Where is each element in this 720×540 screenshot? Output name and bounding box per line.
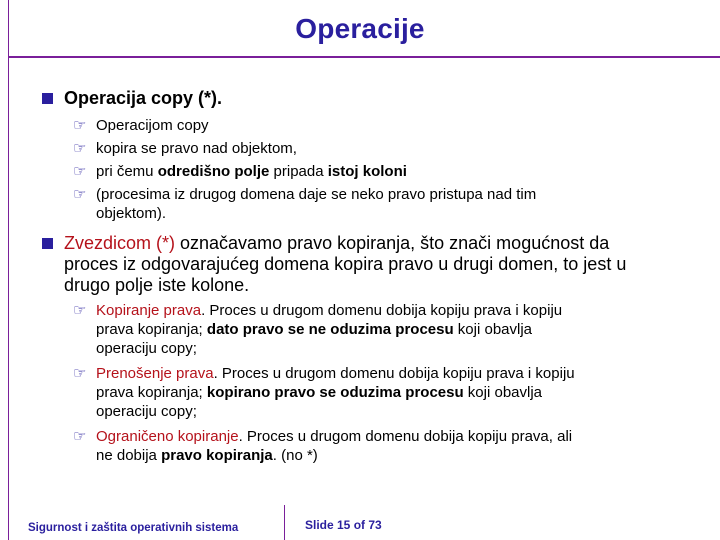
highlight-zvezdicom: Zvezdicom (*) — [64, 233, 176, 253]
pointing-hand-icon: ☞ — [73, 117, 87, 134]
text: pri čemu — [96, 163, 158, 180]
pointing-hand-icon: ☞ — [73, 302, 87, 319]
pointing-hand-icon: ☞ — [73, 163, 87, 180]
prenosenje-line2 — [96, 385, 542, 401]
term: Ograničeno kopiranje — [96, 428, 239, 445]
term: Kopiranje prava — [96, 302, 202, 319]
prenosenje-line3: operaciju copy; — [96, 403, 197, 420]
bullet-operacija-copy: Operacija copy (*). — [64, 88, 223, 108]
subitem-1: Operacijom copy — [96, 117, 209, 134]
pointing-hand-icon: ☞ — [73, 365, 87, 382]
pointing-hand-icon: ☞ — [73, 428, 87, 445]
emphasis: dato pravo se ne oduzima procesu — [206, 321, 454, 338]
text: . Proces u drugom domenu dobija kopiju prava, ali — [238, 428, 573, 445]
pointing-hand-icon: ☞ — [73, 186, 87, 203]
title-underline — [8, 56, 720, 58]
ograniceno-line1 — [96, 429, 572, 445]
square-bullet-icon — [42, 93, 53, 104]
subitem-4-line1: (procesima iz drugog domena daje se neko pravo pristupa nad tim — [96, 186, 537, 203]
prenosenje-line1 — [96, 366, 575, 382]
pointing-hand-icon: ☞ — [73, 140, 87, 157]
text: . (no *) — [272, 447, 318, 464]
text: koji obavlja — [463, 384, 543, 401]
text: ne dobija — [96, 447, 162, 464]
left-border-line — [8, 0, 9, 540]
bullet-zvezdicom-line2: proces iz odgovarajućeg domena kopira pravo u drugi domen, to jest u — [64, 254, 627, 274]
text: koji obavlja — [453, 321, 533, 338]
emphasis: odredišno polje — [157, 163, 270, 180]
text: pripada — [269, 163, 328, 180]
emphasis: istoj koloni — [327, 163, 407, 180]
text: . Proces u drugom domenu dobija kopiju prava i kopiju — [213, 365, 575, 382]
emphasis: kopirano pravo se oduzima procesu — [206, 384, 464, 401]
kopiranje-line2 — [96, 322, 532, 338]
subitem-3 — [96, 164, 407, 180]
footer-divider — [284, 505, 285, 540]
kopiranje-line3: operaciju copy; — [96, 340, 197, 357]
bullet-zvezdicom-line1 — [64, 233, 609, 253]
ograniceno-line2 — [96, 448, 318, 464]
slide-title: Operacije — [295, 13, 425, 44]
kopiranje-line1 — [96, 303, 562, 319]
bullet-zvezdicom-line3: drugo polje iste kolone. — [64, 275, 250, 295]
footer-course-title: Sigurnost i zaštita operativnih sistema — [28, 522, 239, 534]
text: . Proces u drugom domenu dobija kopiju prava i kopiju — [201, 302, 563, 319]
text: prava kopiranja; — [96, 321, 207, 338]
term: Prenošenje prava — [96, 365, 214, 382]
text: prava kopiranja; — [96, 384, 207, 401]
subitem-2: kopira se pravo nad objektom, — [96, 140, 297, 157]
emphasis: pravo kopiranja — [161, 447, 273, 464]
slide-number: Slide 15 of 73 — [305, 518, 382, 532]
subitem-4-line2: objektom). — [96, 205, 167, 222]
text: označavamo pravo kopiranja, što znači mogućnost da — [175, 233, 610, 253]
square-bullet-icon — [42, 238, 53, 249]
